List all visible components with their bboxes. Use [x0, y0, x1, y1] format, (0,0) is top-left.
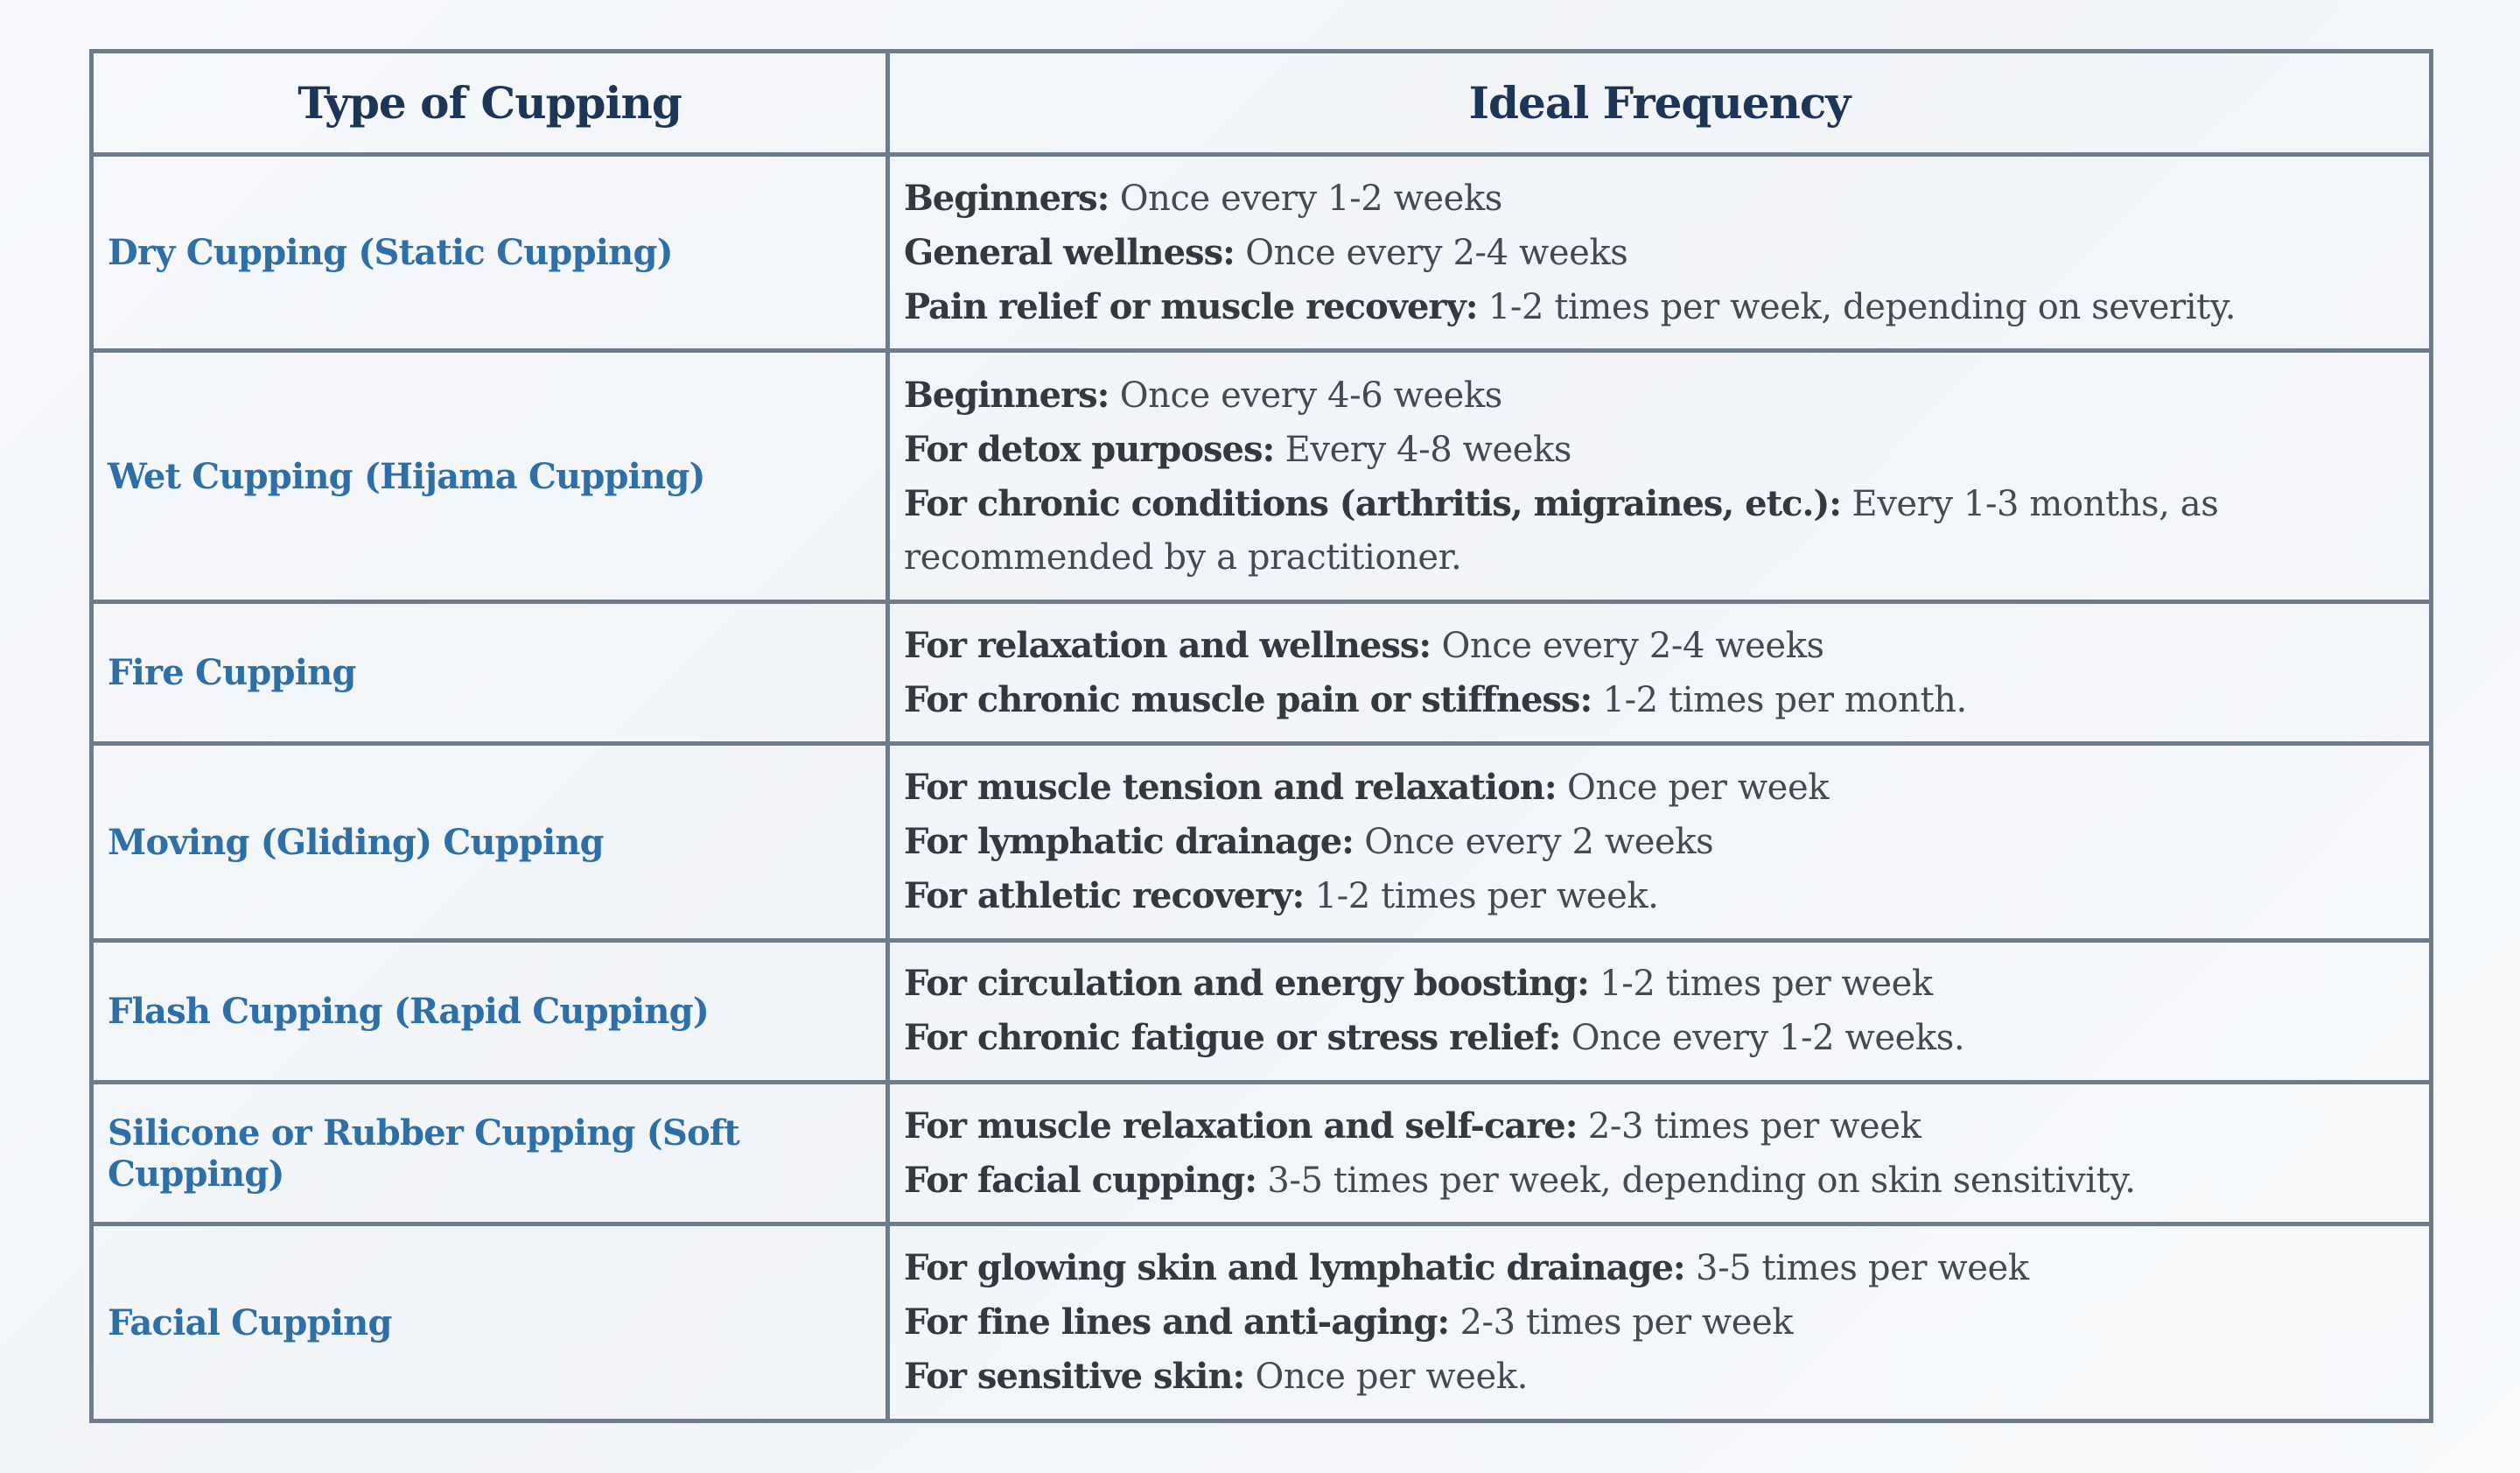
frequency-item [904, 1295, 2415, 1350]
cupping-type-cell: Dry Cupping (Static Cupping) [92, 155, 888, 351]
cupping-type-cell: Facial Cupping [92, 1224, 888, 1421]
frequency-item [904, 815, 2415, 869]
frequency-item [904, 477, 2415, 585]
frequency-item-value: Once per week. [1244, 1357, 1528, 1398]
frequency-item-value: Every 1-3 months, as recommended by a practitioner. [904, 483, 2219, 578]
frequency-item-value: Once per week [1556, 768, 1830, 809]
cupping-type-cell: Moving (Gliding) Cupping [92, 744, 888, 940]
cupping-frequency-table [89, 49, 2433, 1423]
frequency-item-label: For fine lines and anti-aging: [904, 1301, 1450, 1343]
frequency-item [904, 673, 2415, 727]
frequency-item-value: 1-2 times per month. [1592, 679, 1967, 720]
frequency-item-value: Every 4-8 weeks [1274, 429, 1572, 470]
frequency-item-value: Once every 1-2 weeks. [1560, 1018, 1965, 1059]
table-row [92, 602, 2432, 744]
frequency-item-label: For relaxation and wellness: [904, 624, 1432, 666]
frequency-cell [888, 940, 2432, 1082]
frequency-item-label: For muscle tension and relaxation: [904, 767, 1557, 809]
table-row [92, 744, 2432, 940]
frequency-item [904, 368, 2415, 423]
frequency-cell [888, 602, 2432, 744]
frequency-cell [888, 744, 2432, 940]
frequency-item [904, 619, 2415, 673]
frequency-item [904, 1154, 2415, 1208]
frequency-item-label: For facial cupping: [904, 1159, 1256, 1201]
frequency-item [904, 1350, 2415, 1404]
frequency-item-label: Beginners: [904, 374, 1110, 416]
frequency-item-value: Once every 4-6 weeks [1109, 375, 1502, 416]
frequency-item [904, 226, 2415, 280]
table-row [92, 1224, 2432, 1421]
frequency-item-value: Once every 2-4 weeks [1431, 625, 1824, 666]
cupping-frequency-table-container [89, 49, 2429, 1423]
frequency-item-label: For chronic fatigue or stress relief: [904, 1017, 1561, 1059]
table-row [92, 1083, 2432, 1224]
table-body [92, 155, 2432, 1421]
frequency-item-label: General wellness: [904, 231, 1235, 273]
frequency-cell [888, 1083, 2432, 1224]
frequency-item-label: For muscle relaxation and self-care: [904, 1105, 1578, 1147]
table-header-row [92, 52, 2432, 155]
cupping-type-cell: Fire Cupping [92, 602, 888, 744]
frequency-cell [888, 1224, 2432, 1421]
column-header-frequency: Ideal Frequency [888, 52, 2432, 155]
frequency-item-value: Once every 2-4 weeks [1234, 232, 1628, 273]
frequency-item-label: For circulation and energy boosting: [904, 963, 1589, 1005]
column-header-type: Type of Cupping [92, 52, 888, 155]
frequency-item [904, 280, 2415, 334]
frequency-item [904, 957, 2415, 1011]
frequency-item-value: 1-2 times per week. [1304, 876, 1659, 917]
frequency-item-label: For lymphatic drainage: [904, 821, 1354, 863]
frequency-item-label: For chronic muscle pain or stiffness: [904, 678, 1592, 720]
frequency-item [904, 1099, 2415, 1154]
frequency-item-label: For sensitive skin: [904, 1356, 1245, 1398]
frequency-item [904, 423, 2415, 477]
cupping-type-cell: Flash Cupping (Rapid Cupping) [92, 940, 888, 1082]
frequency-item-value: 3-5 times per week, depending on skin sensitivity. [1256, 1160, 2136, 1201]
frequency-item-label: For athletic recovery: [904, 875, 1305, 917]
frequency-item-value: 3-5 times per week [1684, 1248, 2029, 1289]
table-row [92, 940, 2432, 1082]
table-row [92, 155, 2432, 351]
frequency-item [904, 1011, 2415, 1065]
frequency-item-value: 1-2 times per week [1588, 964, 1933, 1005]
frequency-item-value: 1-2 times per week, depending on severity. [1477, 286, 2236, 327]
cupping-type-cell: Wet Cupping (Hijama Cupping) [92, 351, 888, 602]
frequency-item [904, 761, 2415, 815]
frequency-item-value: 2-3 times per week [1577, 1105, 1922, 1147]
frequency-item [904, 869, 2415, 923]
table-row [92, 351, 2432, 602]
frequency-item [904, 172, 2415, 226]
frequency-item-label: For glowing skin and lymphatic drainage: [904, 1247, 1685, 1289]
frequency-item-value: 2-3 times per week [1449, 1302, 1794, 1343]
frequency-item-label: For detox purposes: [904, 428, 1275, 470]
frequency-cell [888, 351, 2432, 602]
frequency-cell [888, 155, 2432, 351]
frequency-item-label: Beginners: [904, 177, 1110, 219]
frequency-item-label: For chronic conditions (arthritis, migraines, etc.): [904, 482, 1842, 524]
frequency-item-label: Pain relief or muscle recovery: [904, 285, 1478, 327]
frequency-item-value: Once every 2 weeks [1353, 822, 1714, 863]
frequency-item [904, 1241, 2415, 1295]
frequency-item-value: Once every 1-2 weeks [1109, 178, 1502, 219]
cupping-type-cell: Silicone or Rubber Cupping (Soft Cupping) [92, 1083, 888, 1224]
